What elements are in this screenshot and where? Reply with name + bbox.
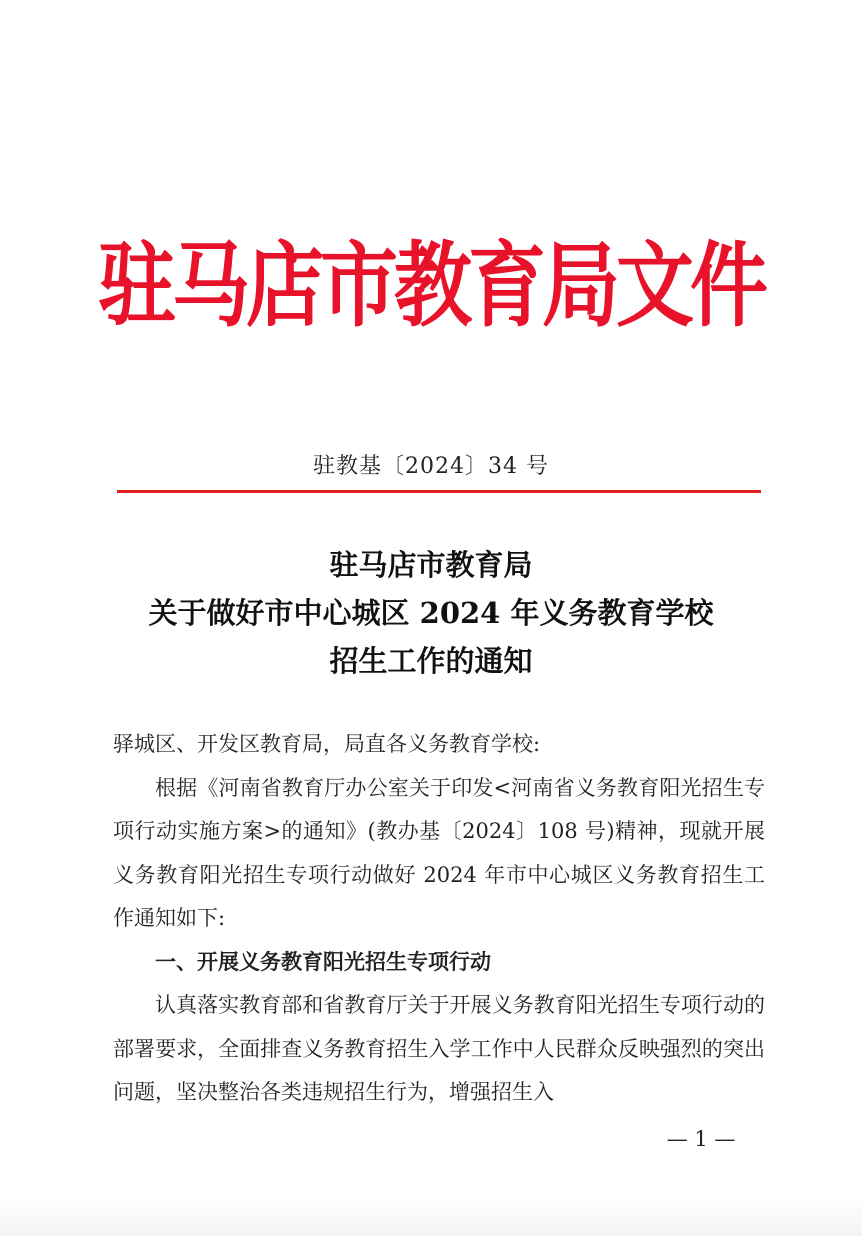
notice-title-line-3: 招生工作的通知 — [329, 644, 533, 678]
agency-document-header: 驻马店市教育局文件 — [97, 232, 764, 341]
page-number: — 1 — — [666, 1127, 736, 1151]
document-body — [113, 723, 765, 1115]
notice-title-line-2: 关于做好市中心城区 2024 年义务教育学校 — [148, 596, 714, 630]
body-paragraph-1: 根据《河南省教育厅办公室关于印发<河南省义务教育阳光招生专项行动实施方案>的通知》(教办基〔2024〕108 号)精神，现就开展义务教育阳光招生专项行动做好 2024 年市中心城区义务教育招生工作通知如下: — [113, 775, 765, 930]
red-separator-line — [117, 490, 761, 493]
salutation: 驿城区、开发区教育局，局直各义务教育学校: — [113, 732, 541, 756]
section-1-heading: 一、开展义务教育阳光招生专项行动 — [155, 949, 491, 974]
scan-bottom-edge — [0, 1196, 862, 1236]
notice-title — [0, 541, 862, 685]
notice-title-line-1: 驻马店市教育局 — [329, 548, 533, 582]
body-paragraph-2: 认真落实教育部和省教育厅关于开展义务教育阳光招生专项行动的部署要求，全面排查义务教育招生入学工作中人民群众反映强烈的突出问题，坚决整治各类违规招生行为，增强招生入 — [113, 993, 765, 1104]
document-number: 驻教基〔2024〕34 号 — [313, 454, 549, 479]
